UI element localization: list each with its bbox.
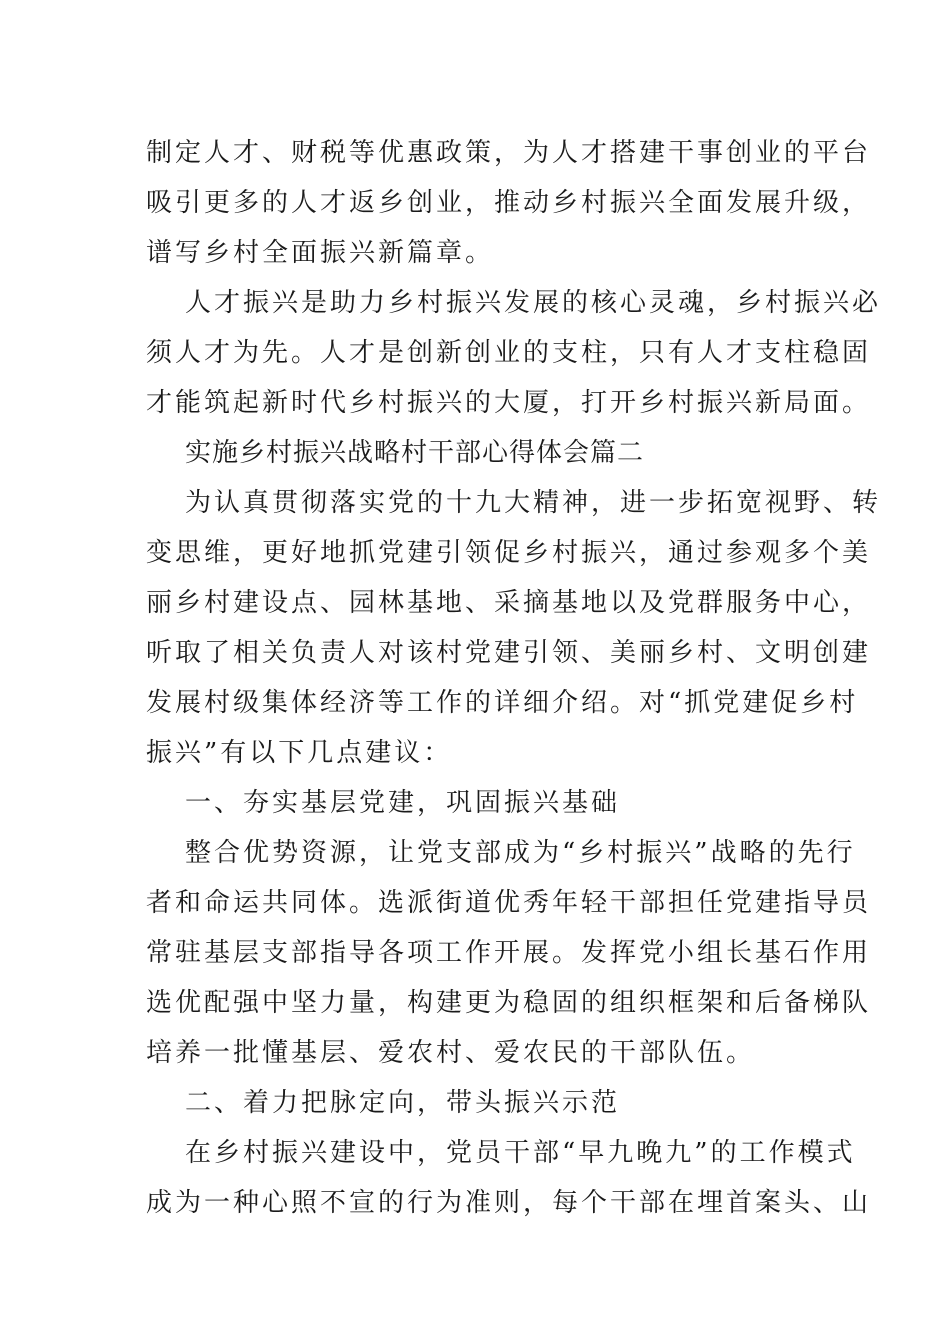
paragraph-line: 丽乡村建设点、园林基地、采摘基地以及党群服务中心， — [146, 588, 872, 618]
paragraph-line: 制定人才、财税等优惠政策，为人才搭建干事创业的平台 — [146, 138, 872, 168]
paragraph-line: 听取了相关负责人对该村党建引领、美丽乡村、文明创建 — [146, 638, 872, 668]
paragraph-line: 整合优势资源，让党支部成为“乡村振兴”战略的先行 — [185, 838, 856, 868]
paragraph-line: 人才振兴是助力乡村振兴发展的核心灵魂，乡村振兴必 — [185, 288, 882, 318]
paragraph-line: 常驻基层支部指导各项工作开展。发挥党小组长基石作用 — [146, 938, 872, 968]
paragraph-line: 吸引更多的人才返乡创业，推动乡村振兴全面发展升级， — [146, 188, 872, 218]
paragraph-line: 为认真贯彻落实党的十九大精神，进一步拓宽视野、转 — [185, 488, 882, 518]
paragraph-line: 成为一种心照不宣的行为准则，每个干部在埋首案头、山 — [146, 1188, 872, 1218]
subheading: 二、着力把脉定向，带头振兴示范 — [185, 1088, 621, 1118]
paragraph-line: 变思维，更好地抓党建引领促乡村振兴，通过参观多个美 — [146, 538, 872, 568]
subheading: 一、夯实基层党建，巩固振兴基础 — [185, 788, 621, 818]
paragraph-line: 培养一批懂基层、爱农村、爱农民的干部队伍。 — [146, 1038, 756, 1068]
paragraph-line: 须人才为先。人才是创新创业的支柱，只有人才支柱稳固 — [146, 338, 872, 368]
paragraph-line: 选优配强中坚力量，构建更为稳固的组织框架和后备梯队 — [146, 988, 872, 1018]
section-heading: 实施乡村振兴战略村干部心得体会篇二 — [185, 438, 645, 468]
paragraph-line: 才能筑起新时代乡村振兴的大厦，打开乡村振兴新局面。 — [146, 388, 872, 418]
paragraph-line: 者和命运共同体。选派街道优秀年轻干部担任党建指导员 — [146, 888, 872, 918]
paragraph-line: 在乡村振兴建设中，党员干部“早九晚九”的工作模式 — [185, 1138, 856, 1168]
paragraph-line: 谱写乡村全面振兴新篇章。 — [146, 238, 495, 268]
paragraph-line: 发展村级集体经济等工作的详细介绍。对“抓党建促乡村 — [146, 688, 859, 718]
paragraph-line: 振兴”有以下几点建议： — [146, 738, 453, 768]
